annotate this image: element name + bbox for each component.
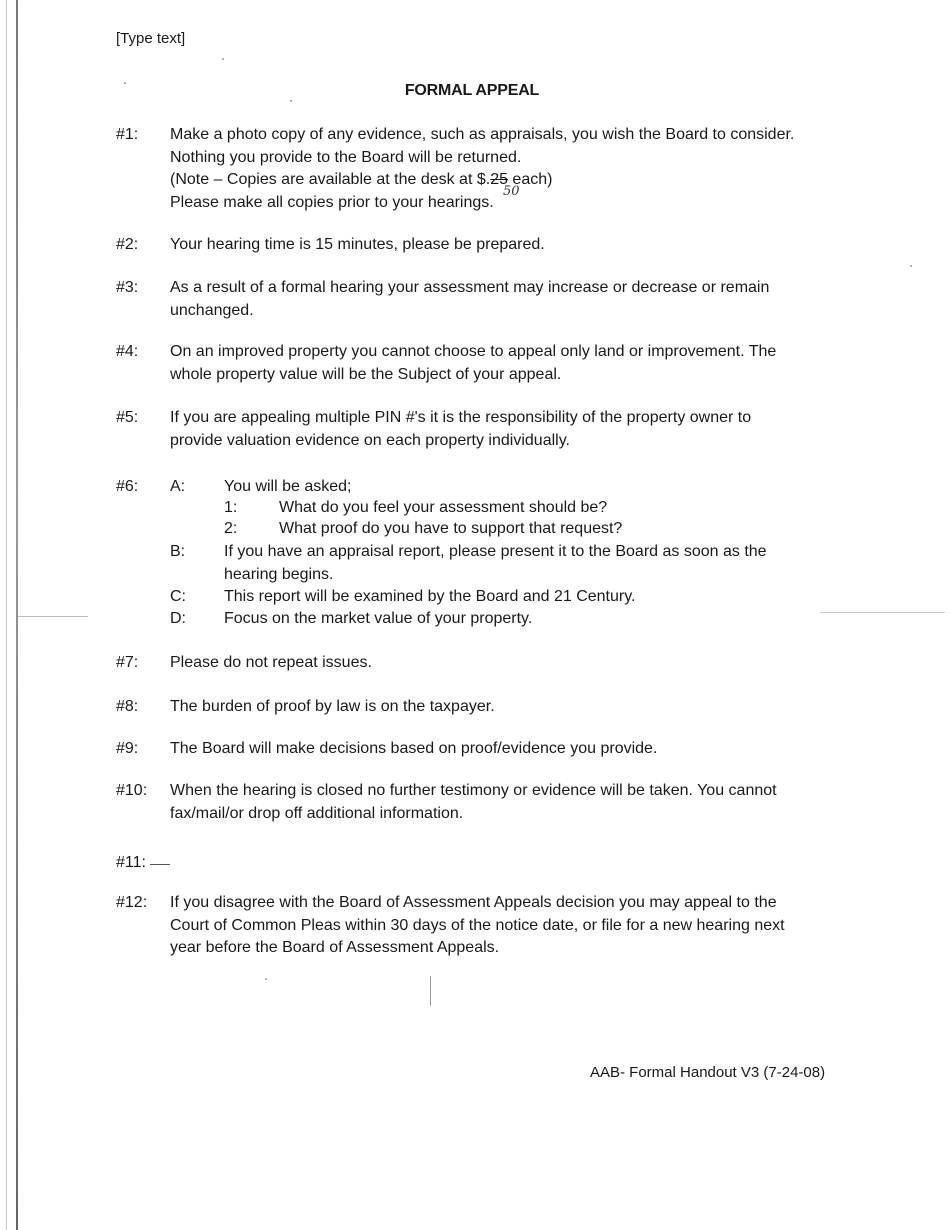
sub-letter: C: — [170, 588, 186, 605]
item-number: #8: — [116, 698, 139, 715]
sub-text — [224, 608, 804, 631]
item-number: #1: — [116, 126, 139, 143]
item-line: If you disagree with the Board of Assessment Appeals decision you may appeal to the — [170, 894, 777, 911]
item-body — [170, 341, 830, 386]
item-number: #7: — [116, 654, 139, 671]
item-number: #9: — [116, 740, 139, 757]
item-line: Your hearing time is 15 minutes, please be prepared. — [170, 236, 545, 253]
item-line: unchanged. — [170, 301, 254, 319]
item-line: On an improved property you cannot choose to appeal only land or improvement. The — [170, 343, 777, 360]
item-line: provide valuation evidence on each property individually. — [170, 431, 570, 449]
item-number: #11: — [116, 854, 146, 871]
scan-noise-line — [18, 616, 88, 617]
header-placeholder: [Type text] — [116, 30, 186, 47]
scan-speck — [265, 978, 267, 980]
item-line: Court of Common Pleas within 30 days of the notice date, or file for a new hearing next — [170, 916, 785, 934]
sub-line: You will be asked; — [224, 478, 352, 495]
sub-text — [224, 541, 804, 586]
item-body — [170, 652, 830, 675]
question-text: What do you feel your assessment should be? — [279, 499, 608, 516]
note-prefix: (Note – Copies are available at the desk at $. — [170, 171, 491, 188]
struck-price: 25 — [490, 171, 508, 188]
question-number: 2: — [224, 520, 238, 537]
sub-text — [224, 476, 804, 499]
item-line: When the hearing is closed no further testimony or evidence will be taken. You cannot — [170, 782, 777, 799]
page-title — [0, 82, 950, 100]
item-body — [170, 780, 830, 825]
item-number: #5: — [116, 409, 139, 426]
item-body — [170, 277, 830, 322]
item-line: fax/mail/or drop off additional information. — [170, 804, 464, 822]
question-text: What proof do you have to support that request? — [279, 520, 623, 537]
item-line: Please make all copies prior to your hearings. — [170, 193, 494, 211]
sub-line: If you have an appraisal report, please present it to the Board as soon as the — [224, 543, 767, 560]
item-number: #6: — [116, 478, 139, 495]
item-number: #2: — [116, 236, 139, 253]
item-line: As a result of a formal hearing your assessment may increase or decrease or remain — [170, 279, 770, 296]
scan-speck — [430, 976, 431, 1006]
item-body — [170, 124, 830, 214]
scan-noise-line — [820, 612, 945, 613]
item-number: #3: — [116, 279, 139, 296]
item-line: Please do not repeat issues. — [170, 654, 372, 671]
sub-letter: B: — [170, 543, 186, 560]
scan-speck — [222, 58, 224, 60]
item-line: If you are appealing multiple PIN #'s it is the responsibility of the property owner to — [170, 409, 752, 426]
sub-letter: A: — [170, 478, 186, 495]
item-number: #10: — [116, 782, 148, 799]
scan-speck — [910, 265, 912, 267]
item-body — [170, 892, 830, 960]
item-line: Make a photo copy of any evidence, such as appraisals, you wish the Board to consider. — [170, 126, 795, 143]
item-body — [170, 696, 830, 719]
footer-version: AAB- Formal Handout V3 (7-24-08) — [590, 1064, 826, 1081]
page-title-text: FORMAL APPEAL — [404, 82, 540, 99]
scan-edge-line-faint — [6, 0, 7, 1230]
note-suffix: each) — [507, 171, 553, 188]
item-body — [170, 407, 830, 452]
item-body — [170, 234, 830, 257]
item-line-note — [170, 169, 830, 192]
item-line: The burden of proof by law is on the taxpayer. — [170, 698, 495, 715]
item-line: Nothing you provide to the Board will be returned. — [170, 148, 522, 166]
item-line: whole property value will be the Subject of your appeal. — [170, 365, 562, 383]
item-line: The Board will make decisions based on proof/evidence you provide. — [170, 740, 658, 757]
handwritten-price: 50 — [503, 184, 520, 199]
scan-speck — [290, 100, 292, 102]
scan-edge-line — [16, 0, 18, 1230]
sub-line: hearing begins. — [224, 565, 334, 583]
item-number: #4: — [116, 343, 139, 360]
question-number: 1: — [224, 499, 238, 516]
item-number: #12: — [116, 894, 148, 911]
sub-text — [224, 586, 804, 609]
scan-speck — [124, 82, 126, 84]
sub-line: This report will be examined by the Board and 21 Century. — [224, 588, 636, 605]
handwritten-dash — [150, 864, 170, 865]
sub-letter: D: — [170, 610, 186, 627]
sub-line: Focus on the market value of your property. — [224, 610, 533, 627]
item-body — [170, 738, 830, 761]
item-line: year before the Board of Assessment Appeals. — [170, 939, 500, 956]
